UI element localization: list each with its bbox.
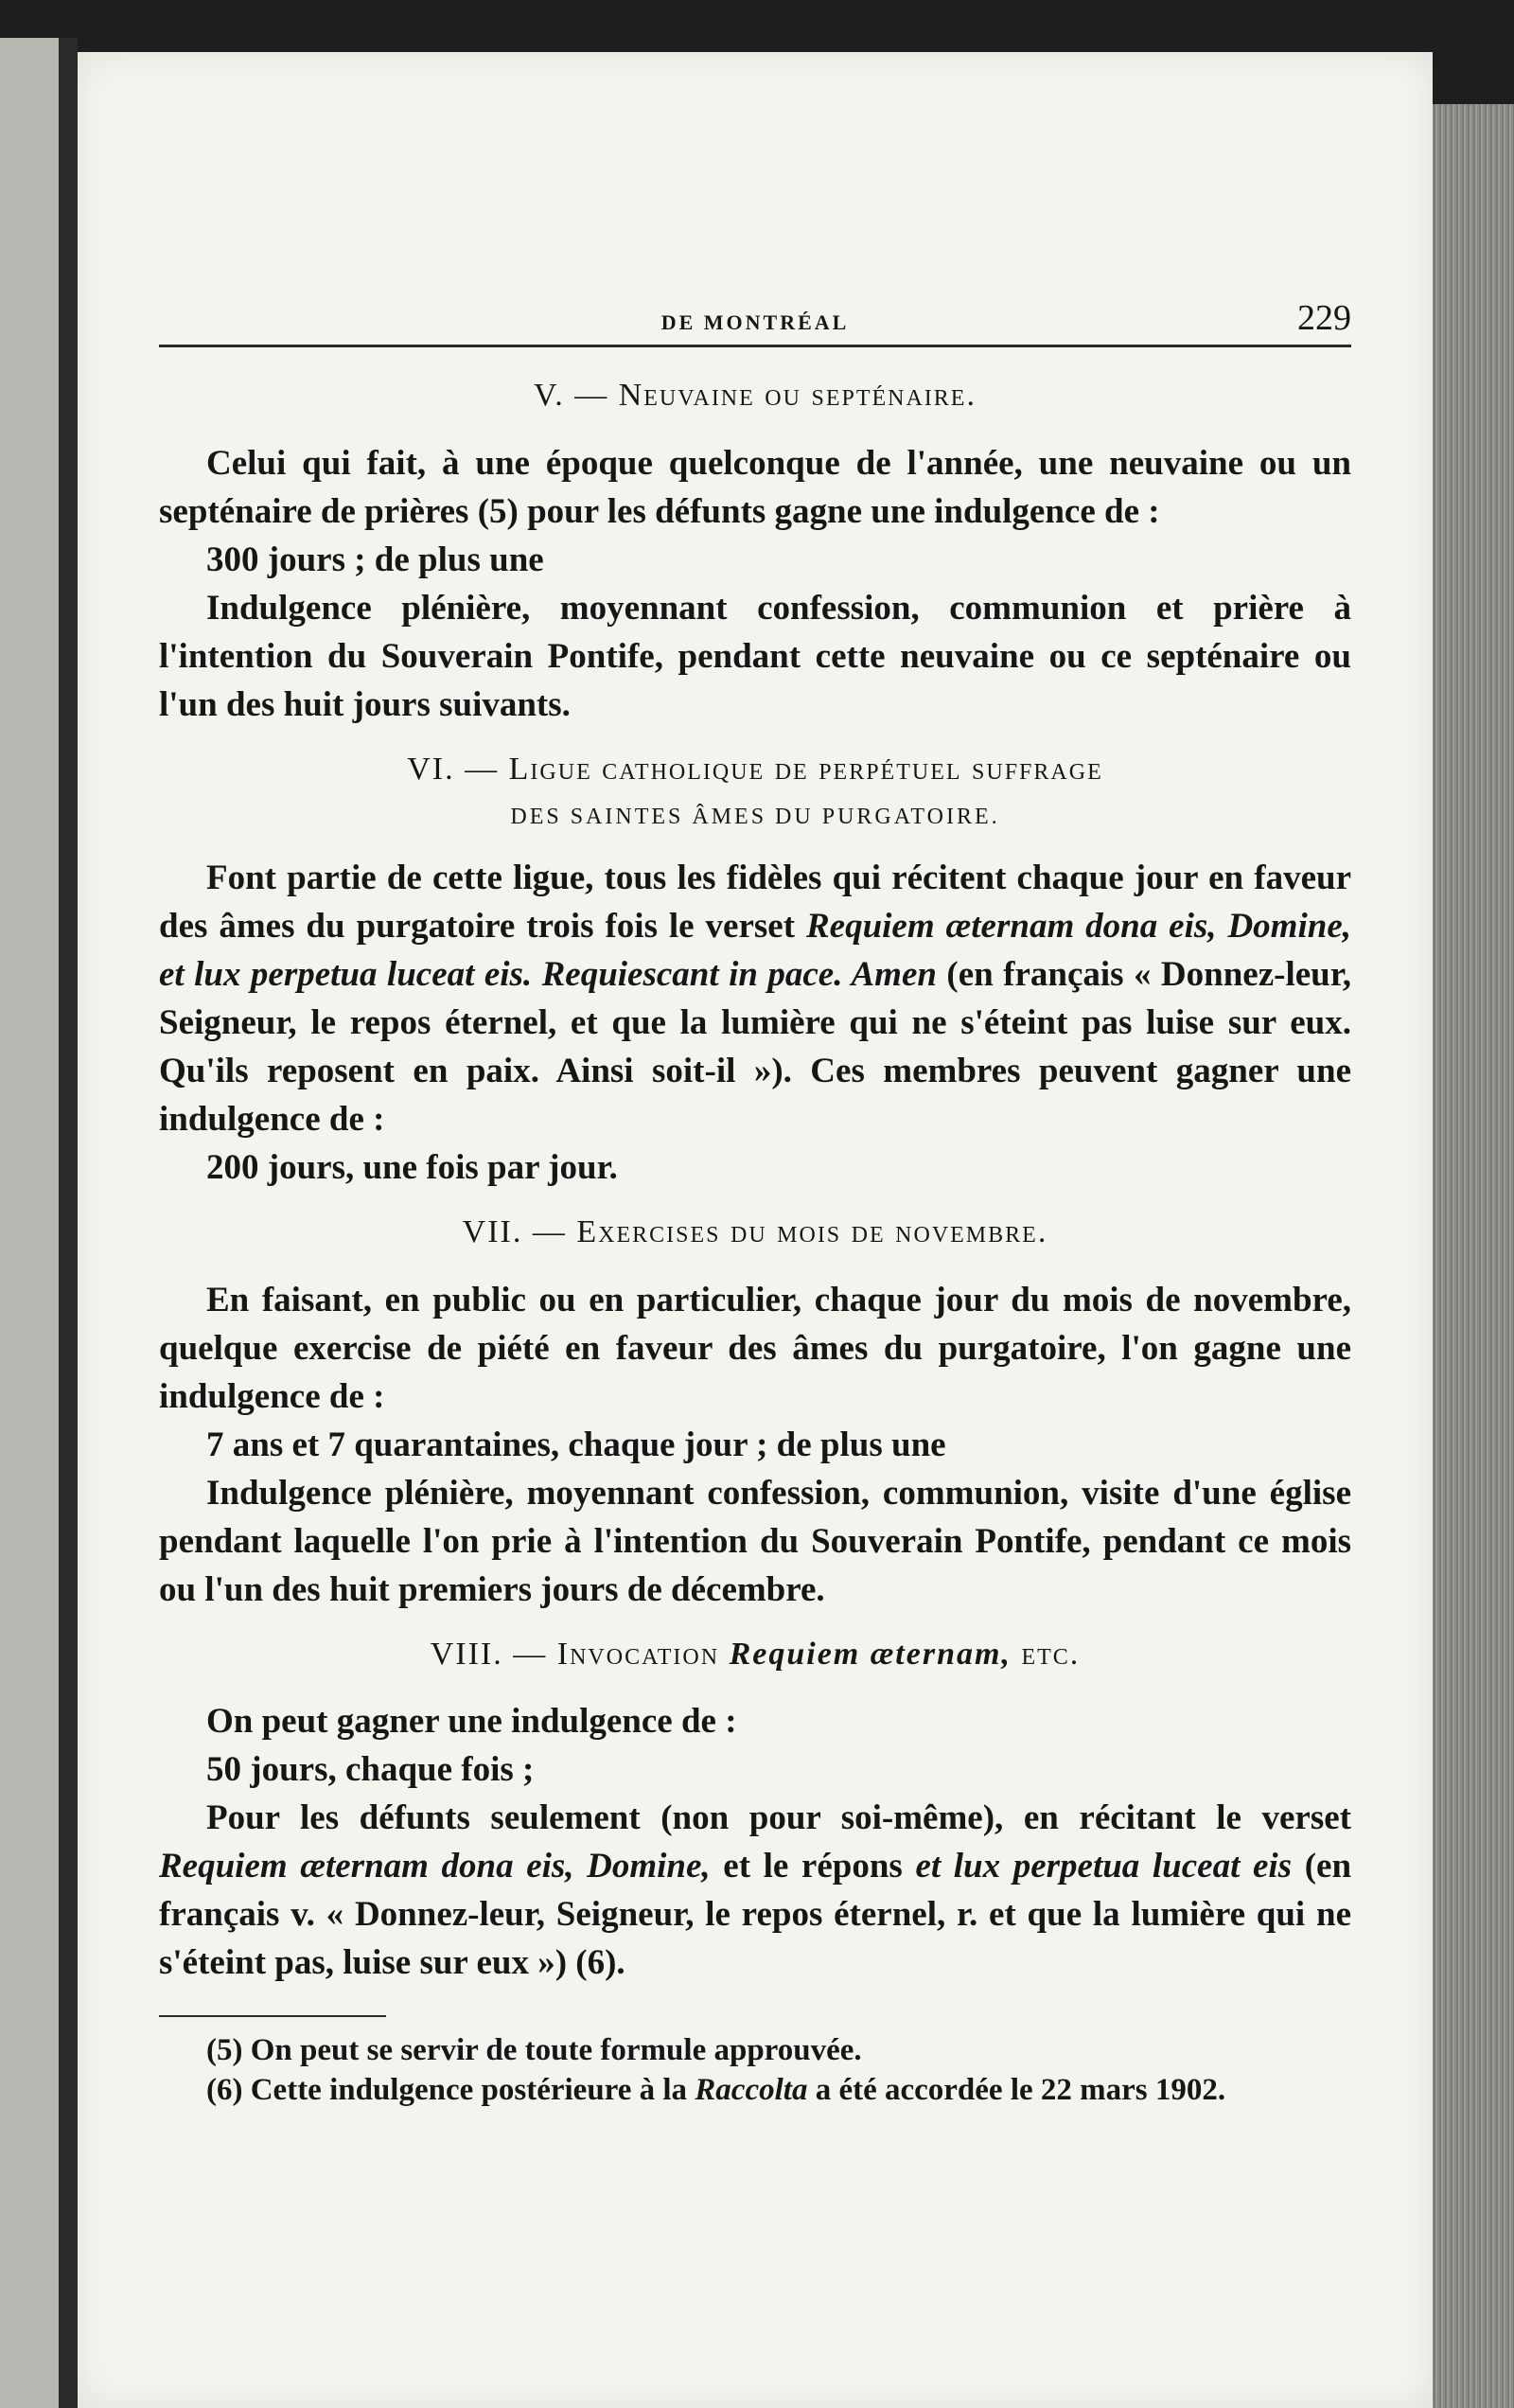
paragraph: 50 jours, chaque fois ; [206,1750,535,1789]
footnote-5: (5) On peut se servir de toute formule approuvée. [206,2033,862,2067]
running-head [159,256,1351,337]
page-text [159,256,1351,2110]
paragraph [159,854,1351,1143]
running-head-title: DE MONTRÉAL [660,310,850,334]
latin-verse: Requiem æternam dona eis, Domine, [159,1847,711,1886]
paragraph: 200 jours, une fois par jour. [206,1148,618,1187]
paragraph: Indulgence plénière, moyennant confession, communion et prière à l'intention du Souverain Pontife, pendant cette neuvaine ou ce septénaire ou l'un des huit jours suivants. [159,588,1351,724]
header-rule [159,345,1351,347]
paragraph: Celui qui fait, à une époque quelconque de l'année, une neuvaine ou un septénaire de prières (5) pour les défunts gagne une indulgence de : [159,443,1351,531]
paragraph: 300 jours ; de plus une [206,540,544,579]
footnote-text: (6) Cette indulgence postérieure à la [206,2073,688,2107]
book-gutter [59,38,78,2408]
heading-title-tail: etc. [1021,1636,1081,1672]
page-number: 229 [1297,298,1351,338]
heading-number: VI. — [407,751,509,787]
heading-number: VII. — [462,1214,577,1249]
book-page [78,52,1433,2408]
heading-number: VIII. — [430,1636,557,1672]
paragraph-text: (en français « Donnez-leur, Seigneur, le repos éternel, et que la lumière qui ne s'éteint pas luise sur eux. Qu'ils reposent en paix. Ainsi soit-il »). Ces membres peuvent gagner une indulgence de : [159,955,1351,1139]
footnote-tail: a été accordée le 22 mars 1902. [815,2073,1226,2107]
heading-title-italic: Requiem æternam, [729,1636,1012,1672]
paragraph-text: Pour les défunts seulement (non pour soi-même), en récitant le verset [206,1798,1351,1837]
paragraph: En faisant, en public ou en particulier, chaque jour du mois de novembre, quelque exercise de piété en faveur des âmes du purgatoire, l'on gagne une indulgence de : [159,1280,1351,1416]
paragraph-text: Font partie de cette ligue, tous les fidèles qui récitent chaque jour en faveur des âmes du purgatoire trois fois le verset [159,859,1351,946]
heading-number: V. — [534,378,619,413]
left-page-edge [0,38,59,2408]
latin-prayer: Requiem æternam dona eis, Domine, et lux perpetua luceat eis. Requiescant in pace. Amen [159,907,1351,994]
paragraph: 7 ans et 7 quarantaines, chaque jour ; de plus une [206,1425,946,1464]
paragraph-text: (en français v. « Donnez-leur, Seigneur, le repos éternel, r. et que la lumière qui ne s'éteint pas, luise sur eux ») (6). [159,1847,1352,1982]
page-stack-edges [1433,104,1514,2408]
section-heading-viii [159,1635,1351,1675]
paragraph-text: et le répons [723,1847,903,1886]
heading-title: Invocation [556,1636,720,1672]
footnote-6 [159,2070,1351,2110]
latin-response: et lux perpetua luceat eis [915,1847,1293,1886]
section-heading-vii [159,1213,1351,1253]
section-heading-v [159,376,1351,416]
heading-title: Neuvaine ou septénaire. [618,378,977,413]
footnote-italic: Raccolta [695,2073,808,2107]
section-heading-vi [159,750,1351,790]
paragraph: On peut gagner une indulgence de : [206,1702,737,1741]
paragraph [159,1794,1351,1987]
paragraph: Indulgence plénière, moyennant confession, communion, visite d'une église pendant laquelle l'on prie à l'intention du Souverain Pontife, pendant ce mois ou l'un des huit premiers jours de décembre. [159,1473,1351,1609]
heading-title: Exercises du mois de novembre. [576,1214,1048,1249]
heading-title: Ligue catholique de perpétuel suffrage [508,751,1103,787]
section-heading-vi-sub: DES SAINTES ÂMES DU PURGATOIRE. [510,805,1000,829]
footnote-rule [159,2015,386,2017]
